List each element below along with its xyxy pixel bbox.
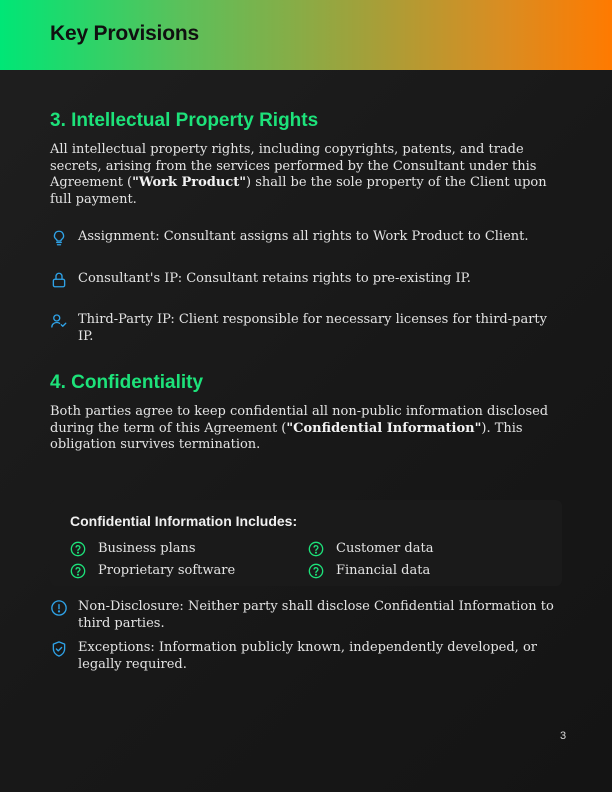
section-3-paragraph xyxy=(50,142,562,208)
section-3-defined-term: "Work Product" xyxy=(132,175,247,191)
section-4-paragraph xyxy=(50,404,562,454)
card-item-label: Business plans xyxy=(98,541,196,556)
third-party-ip-item xyxy=(50,312,562,345)
header-banner xyxy=(0,0,612,70)
section-4-paragraph-text-end: ). This obligation survives termination. xyxy=(50,420,523,453)
question-circle-icon xyxy=(308,563,324,579)
lightbulb-icon xyxy=(50,229,68,247)
lock-icon xyxy=(50,271,68,289)
section-4-defined-term: "Confidential Information" xyxy=(286,420,482,436)
consultant-ip-item xyxy=(50,271,562,289)
consultant-ip-text: Consultant's IP: Consultant retains rights to pre-existing IP. xyxy=(78,271,471,286)
question-circle-icon xyxy=(308,541,324,557)
confidential-info-card xyxy=(50,500,562,586)
third-party-ip-text: Third-Party IP: Client responsible for necessary licenses for third-party IP. xyxy=(78,312,547,344)
shield-check-icon xyxy=(50,640,68,658)
section-3-title: 3. Intellectual Property Rights xyxy=(50,110,319,131)
card-title: Confidential Information Includes: xyxy=(70,513,298,529)
question-circle-icon xyxy=(70,541,86,557)
non-disclosure-text: Non-Disclosure: Neither party shall disclose Confidential Information to third parties. xyxy=(78,599,554,631)
card-item-customer-data xyxy=(308,541,433,557)
page-number: 3 xyxy=(560,730,567,742)
alert-circle-icon xyxy=(50,599,68,617)
question-circle-icon xyxy=(70,563,86,579)
section-4-paragraph-text: Both parties agree to keep confidential all non-public information disclosed during the term of this Agreement ( xyxy=(50,404,549,436)
section-3-paragraph-text: All intellectual property rights, including copyrights, patents, and trade secrets, arising from the services performed by the Consultant under this Agreement ( xyxy=(50,142,537,191)
card-item-label: Proprietary software xyxy=(98,563,236,578)
card-item-proprietary-software xyxy=(70,563,235,579)
card-item-label: Customer data xyxy=(336,541,434,556)
section-3-paragraph-text-end: ) shall be the sole property of the Client upon full payment. xyxy=(50,175,547,207)
non-disclosure-item xyxy=(50,599,562,632)
card-item-financial-data xyxy=(308,563,430,579)
ip-assignment-item xyxy=(50,229,562,247)
exceptions-item xyxy=(50,640,562,673)
exceptions-text: Exceptions: Information publicly known, independently developed, or legally required. xyxy=(78,640,537,672)
page-title: Key Provisions xyxy=(50,22,199,45)
card-item-business-plans xyxy=(70,541,196,557)
ip-assignment-text: Assignment: Consultant assigns all rights to Work Product to Client. xyxy=(78,229,529,244)
card-item-label: Financial data xyxy=(336,563,431,578)
section-4-title: 4. Confidentiality xyxy=(50,372,204,393)
user-check-icon xyxy=(50,312,68,330)
